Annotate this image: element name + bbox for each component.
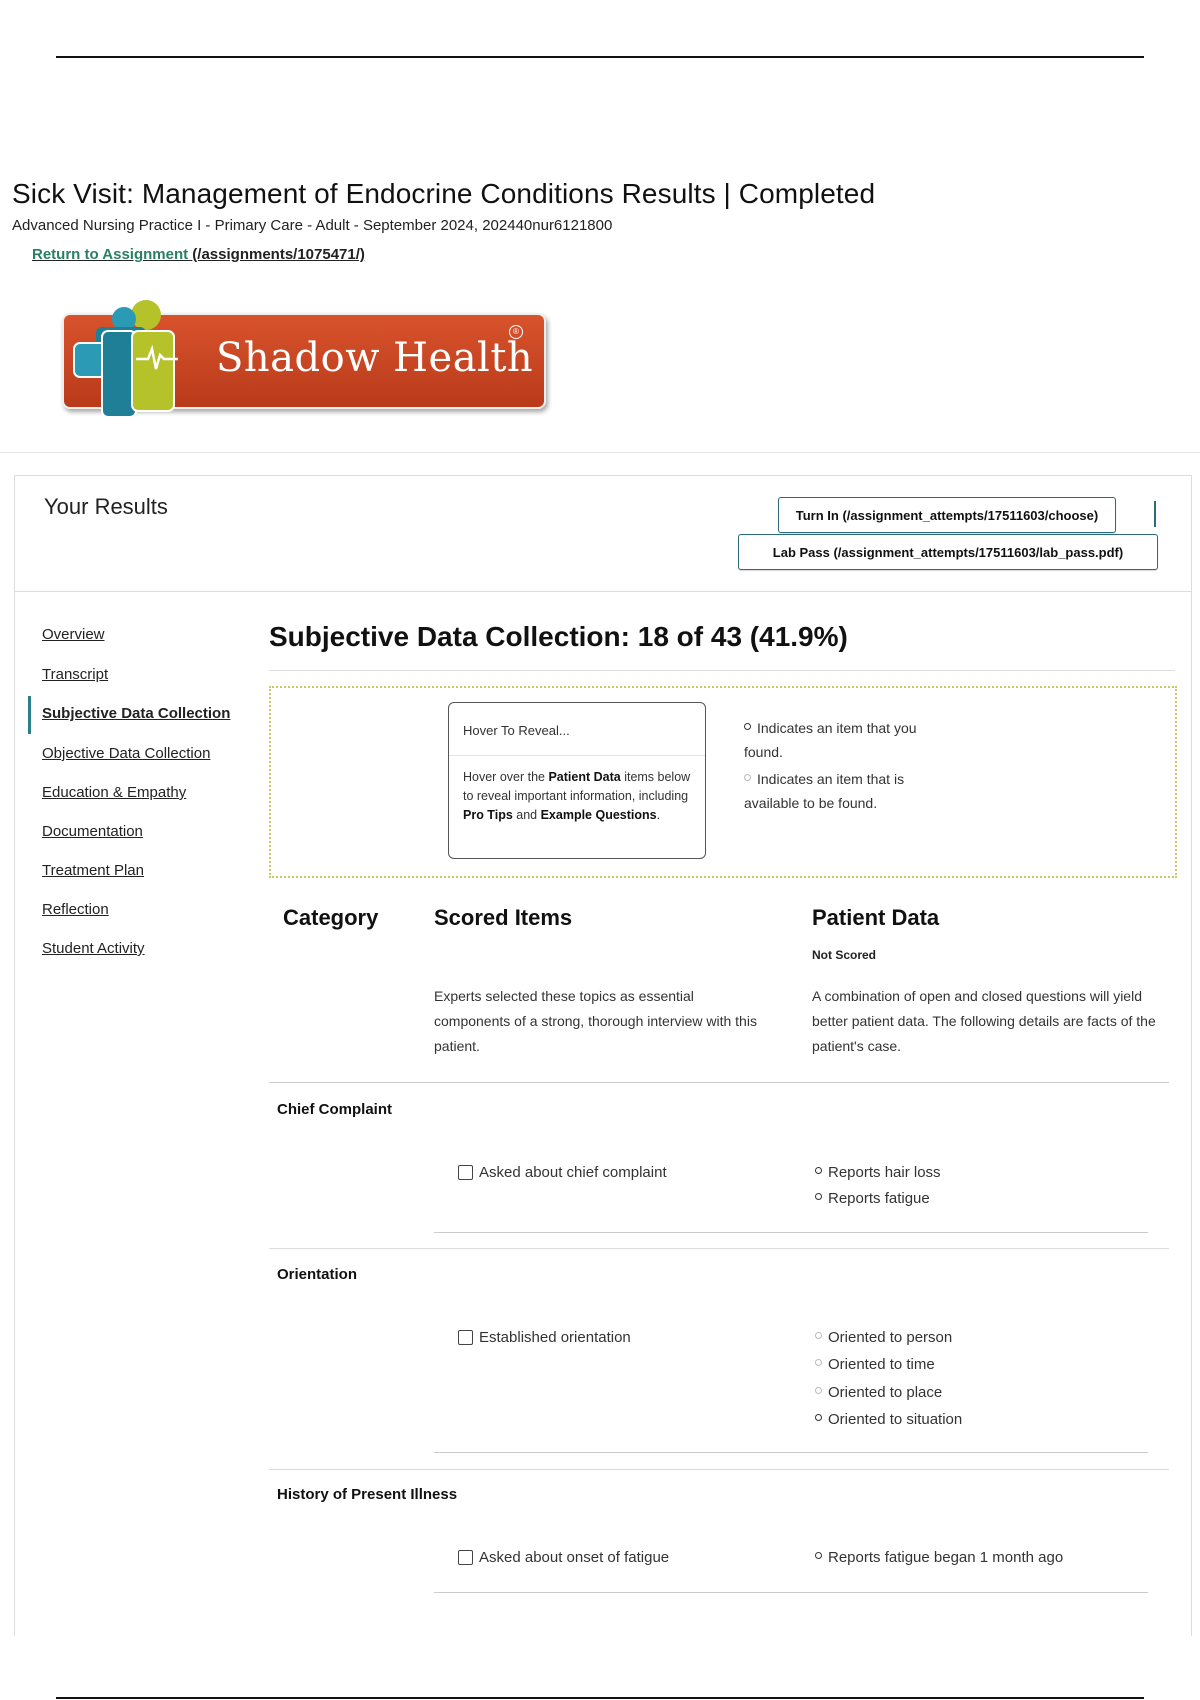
registered-mark-icon: ® xyxy=(509,325,523,339)
available-dot-icon xyxy=(815,1332,822,1339)
hover-instructions xyxy=(463,768,693,825)
scored-item-label: Established orientation xyxy=(479,1329,631,1346)
section-title: Subjective Data Collection: 18 of 43 (41.9%) xyxy=(269,621,848,652)
nav-education-empathy[interactable]: Education & Empathy xyxy=(42,784,187,801)
patient-data-label[interactable]: Reports fatigue began 1 month ago xyxy=(828,1549,1064,1566)
group-divider xyxy=(269,1469,1169,1470)
return-link-path[interactable]: (/assignments/1075471/) xyxy=(192,246,365,263)
nav-objective-data-collection[interactable]: Objective Data Collection xyxy=(42,745,211,762)
scored-item-chief-complaint xyxy=(458,1164,667,1181)
top-rule xyxy=(56,56,1144,58)
row-divider xyxy=(434,1592,1148,1593)
scored-item-onset-fatigue xyxy=(458,1549,669,1566)
legend-box xyxy=(269,686,1177,878)
checkbox-icon xyxy=(458,1550,473,1565)
row-divider xyxy=(434,1232,1148,1233)
legend-found-text: Indicates an item that you found. xyxy=(744,720,917,760)
nav-treatment-plan[interactable]: Treatment Plan xyxy=(42,862,144,879)
button-divider xyxy=(1154,501,1156,527)
return-link-label[interactable]: Return to Assignment xyxy=(32,246,189,263)
return-to-assignment-link[interactable] xyxy=(32,246,365,263)
hover-text-pro-tips: Pro Tips xyxy=(463,808,513,822)
category-orientation: Orientation xyxy=(277,1266,358,1283)
nav-student-activity[interactable]: Student Activity xyxy=(42,940,145,957)
patient-data-label[interactable]: Oriented to person xyxy=(828,1329,953,1346)
logo-text: Shadow Health xyxy=(216,335,534,381)
hover-text-4: . xyxy=(656,808,661,822)
checkbox-icon xyxy=(458,1165,473,1180)
legend-found xyxy=(744,716,924,764)
column-header-category: Category xyxy=(283,905,379,930)
medical-cross-icon xyxy=(56,295,206,421)
patient-data-label[interactable]: Reports fatigue xyxy=(828,1190,930,1207)
patient-data-item[interactable] xyxy=(815,1329,952,1346)
available-dot-icon xyxy=(815,1387,822,1394)
bottom-rule xyxy=(56,1697,1144,1699)
patient-data-item[interactable] xyxy=(815,1356,935,1373)
hover-title: Hover To Reveal... xyxy=(463,723,570,738)
shadow-health-logo xyxy=(56,295,542,421)
found-dot-icon xyxy=(744,723,751,730)
category-chief-complaint: Chief Complaint xyxy=(277,1101,392,1118)
available-dot-icon xyxy=(744,774,751,781)
page-title: Sick Visit: Management of Endocrine Conditions Results | Completed xyxy=(12,178,876,209)
scored-items-description: Experts selected these topics as essential components of a strong, thorough interview with this patient. xyxy=(434,988,757,1054)
lab-pass-button[interactable]: Lab Pass (/assignment_attempts/17511603/lab_pass.pdf) xyxy=(738,534,1158,570)
nav-documentation[interactable]: Documentation xyxy=(42,823,143,840)
patient-data-description: A combination of open and closed questions will yield better patient data. The following details are facts of the patient's case. xyxy=(812,988,1156,1054)
scored-item-orientation xyxy=(458,1329,631,1346)
legend-available-text: Indicates an item that is available to be found. xyxy=(744,771,905,811)
hover-text-1: Hover over the xyxy=(463,770,549,784)
checkbox-icon xyxy=(458,1330,473,1345)
row-divider xyxy=(434,1452,1148,1453)
nav-reflection[interactable]: Reflection xyxy=(42,901,109,918)
header-separator xyxy=(0,452,1200,453)
hover-divider xyxy=(449,755,705,756)
patient-data-item[interactable] xyxy=(815,1411,962,1428)
patient-data-item[interactable] xyxy=(815,1190,930,1207)
nav-subjective-data-collection[interactable]: Subjective Data Collection xyxy=(42,705,231,722)
nav-overview[interactable]: Overview xyxy=(42,626,105,643)
found-dot-icon xyxy=(815,1552,822,1559)
column-header-patient-data: Patient Data xyxy=(812,905,940,930)
hover-text-patient-data: Patient Data xyxy=(548,770,621,784)
patient-data-label[interactable]: Oriented to situation xyxy=(828,1411,963,1428)
hover-text-example-questions: Example Questions xyxy=(540,808,657,822)
group-divider xyxy=(269,1248,1169,1249)
course-subtitle: Advanced Nursing Practice I - Primary Care - Adult - September 2024, 202440nur6121800 xyxy=(12,217,613,234)
available-dot-icon xyxy=(815,1359,822,1366)
nav-active-indicator xyxy=(28,696,31,734)
panel-header-divider xyxy=(14,591,1191,592)
turn-in-button[interactable]: Turn In (/assignment_attempts/17511603/choose) xyxy=(778,497,1116,533)
patient-data-item[interactable] xyxy=(815,1384,942,1401)
hover-text-2: items below to reveal important information, including xyxy=(463,770,691,803)
results-title: Your Results xyxy=(44,494,168,519)
patient-data-label[interactable]: Oriented to place xyxy=(828,1384,943,1401)
scored-item-label: Asked about onset of fatigue xyxy=(479,1549,670,1566)
patient-data-label[interactable]: Reports hair loss xyxy=(828,1164,941,1181)
hover-text-3: and xyxy=(512,808,541,822)
category-history-of-present-illness: History of Present Illness xyxy=(277,1486,458,1503)
patient-data-item[interactable] xyxy=(815,1164,941,1181)
found-dot-icon xyxy=(815,1167,822,1174)
section-divider xyxy=(269,670,1175,671)
column-header-scored-items: Scored Items xyxy=(434,905,573,930)
patient-data-label[interactable]: Oriented to time xyxy=(828,1356,935,1373)
found-dot-icon xyxy=(815,1193,822,1200)
table-header-divider xyxy=(269,1082,1169,1083)
found-dot-icon xyxy=(815,1414,822,1421)
hover-to-reveal-card[interactable] xyxy=(448,702,706,859)
scored-item-label: Asked about chief complaint xyxy=(479,1164,667,1181)
nav-transcript[interactable]: Transcript xyxy=(42,666,109,683)
legend-available xyxy=(744,767,924,815)
not-scored-label: Not Scored xyxy=(812,948,877,962)
patient-data-item[interactable] xyxy=(815,1549,1063,1566)
